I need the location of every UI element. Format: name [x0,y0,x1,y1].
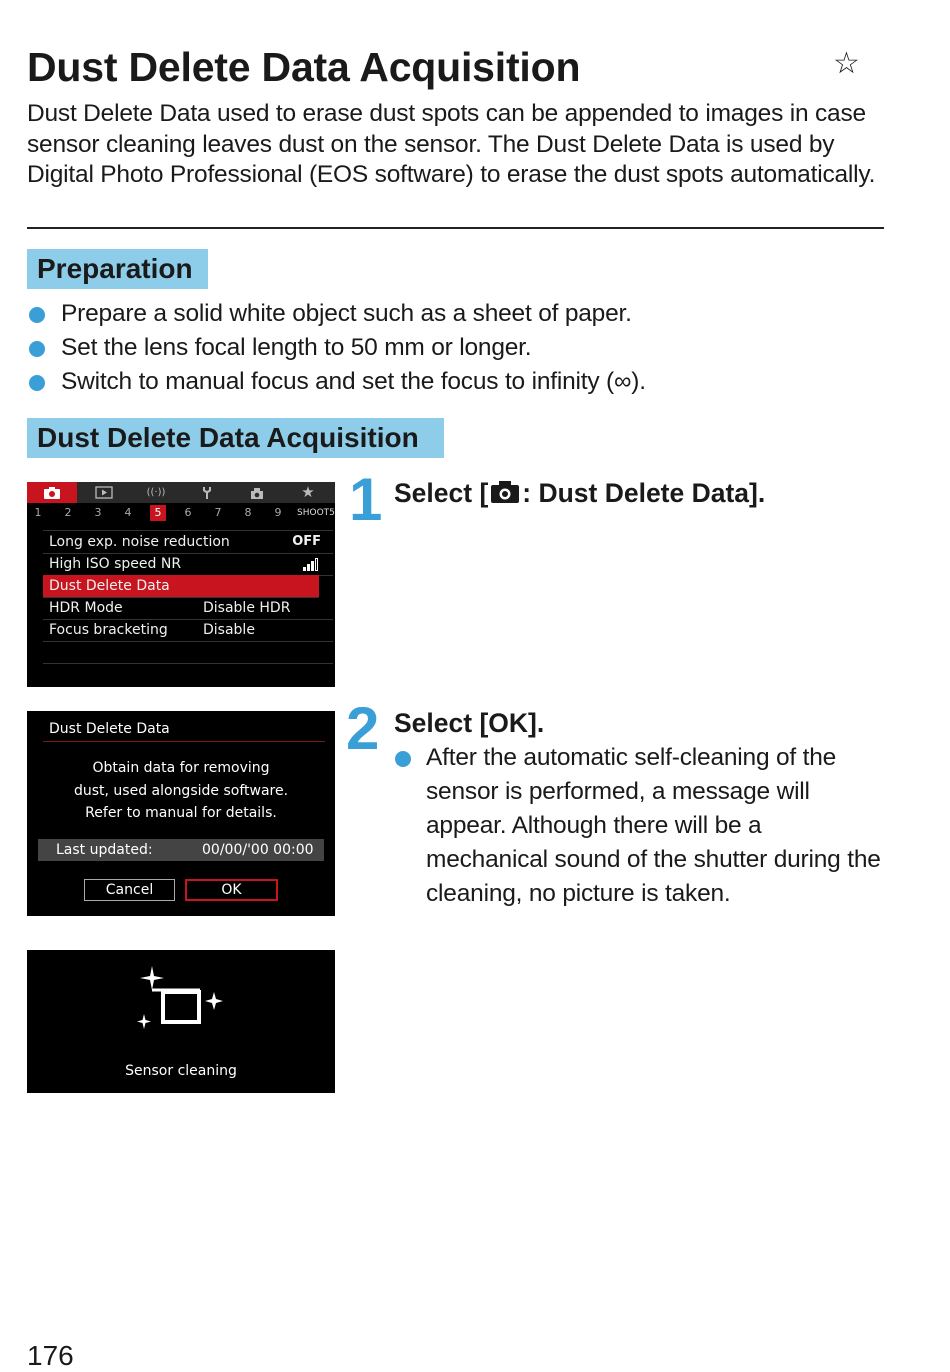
step1-title-prefix: Select [ [394,478,489,508]
sensor-cleaning-label: Sensor cleaning [125,1063,237,1079]
page-number: 176 [27,1340,74,1371]
menu-row-value: OFF [292,534,321,549]
camera-icon [27,482,77,503]
menu-row-label: Dust Delete Data [49,578,170,594]
menu-row-empty [43,641,333,664]
bullet-icon [29,307,45,323]
step-number: 1 [349,466,380,533]
wireless-icon: ((·)) [146,487,166,498]
acquisition-heading: Dust Delete Data Acquisition [27,418,444,458]
wrench-icon [182,482,232,503]
sensor-cleaning-icon [130,962,240,1042]
cancel-button: Cancel [84,879,175,901]
intro-paragraph: Dust Delete Data used to erase dust spots can be appended to images in case sensor cleaning leaves dust on the sensor. The Dust Delete Data is used by Digital Photo Professional (EOS software) to erase the dust spots automatically. [27,100,876,189]
menu-page-indicator [27,504,335,522]
divider [43,741,325,742]
list-item [27,331,887,365]
list-item [393,741,883,911]
camera-icon [490,480,520,504]
list-item [27,365,887,399]
dust-delete-dialog-screenshot [27,711,335,916]
page-label: SHOOT5 [297,508,335,518]
page-title: Dust Delete Data Acquisition [27,44,581,90]
page-number-active: 5 [150,505,166,521]
step2-notes [393,741,883,911]
menu-row-value: Disable [203,622,255,638]
star-icon: ☆ [833,46,860,81]
step2-title: Select [OK]. [394,708,545,738]
title-divider [27,227,884,229]
step1-title-suffix: : Dust Delete Data]. [522,478,766,508]
menu-tab-bar [27,482,335,503]
menu-row [43,531,333,554]
message-line: dust, used alongside software. [73,782,289,799]
step1-title [394,478,765,509]
list-item-text: After the automatic self-cleaning of the sensor is performed, a message will appear. Although there will be a mechanical sound of the shutter during the cleaning, no picture is taken. [426,744,881,907]
menu-row-label: Long exp. noise reduction [49,534,230,550]
preparation-heading: Preparation [27,249,208,289]
dialog-title: Dust Delete Data [49,721,170,737]
list-item [27,297,887,331]
ok-button: OK [185,879,278,901]
dialog-message [27,757,335,825]
nr-level-icon [303,558,321,571]
menu-row [43,553,333,576]
message-line: Obtain data for removing [92,760,270,776]
page-number: 9 [274,506,282,519]
menu-row-label: Focus bracketing [49,622,168,638]
page-number: 7 [214,506,222,519]
bullet-icon [395,751,411,767]
camera-menu-screenshot [27,482,335,687]
menu-row [43,619,333,642]
bullet-icon [29,341,45,357]
bullet-icon [29,375,45,391]
page-number: 3 [94,506,102,519]
menu-row [43,597,333,620]
play-icon [79,482,129,503]
last-updated-bar [38,839,324,861]
menu-row-selected [43,575,319,598]
star-tab-icon: ★ [301,483,315,501]
menu-row-label: High ISO speed NR [49,556,182,572]
menu-row-label: HDR Mode [49,600,123,616]
last-updated-label: Last updated: [56,842,153,858]
page-number: 2 [64,506,72,519]
page-number: 4 [124,506,132,519]
custom-icon [232,482,282,503]
last-updated-value: 00/00/'00 00:00 [202,842,314,858]
message-line: Refer to manual for details. [85,805,277,821]
sensor-cleaning-screenshot [27,950,335,1093]
page-number: 6 [184,506,192,519]
page-number: 1 [34,506,42,519]
list-item-text: Set the lens focal length to 50 mm or longer. [61,334,532,361]
list-item-text: Switch to manual focus and set the focus to infinity (∞). [61,368,646,395]
preparation-list [27,297,887,399]
step-number: 2 [346,695,377,762]
menu-row-value: Disable HDR [203,600,291,616]
page-number: 8 [244,506,252,519]
list-item-text: Prepare a solid white object such as a sheet of paper. [61,300,632,327]
